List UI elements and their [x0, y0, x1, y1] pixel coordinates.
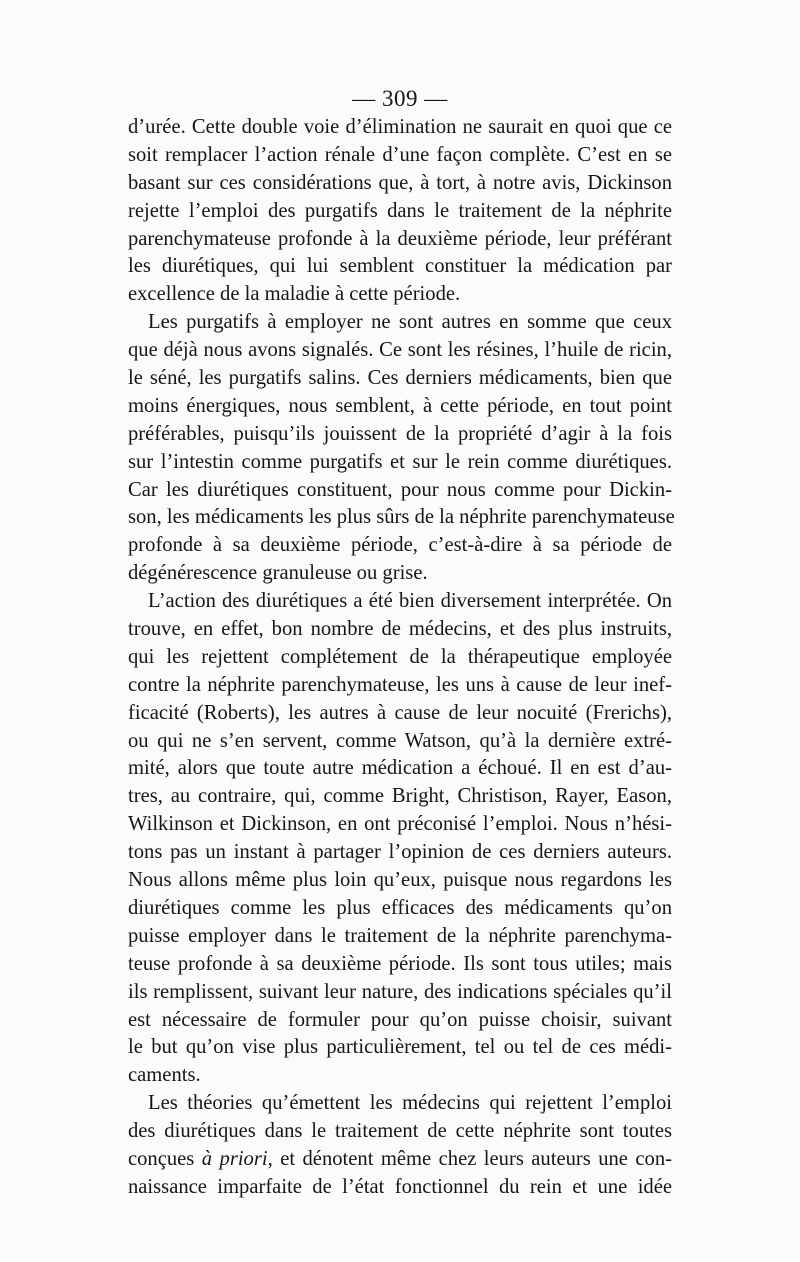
- text-line: le séné, les purgatifs salins. Ces derniers médicaments, bien que: [128, 367, 672, 390]
- text-line: son, les médicaments les plus sûrs de la néphrite parenchymateuse: [128, 506, 675, 529]
- text-line: est nécessaire de formuler pour qu’on puisse choisir, suivant: [128, 1008, 672, 1031]
- text-line: les diurétiques, qui lui semblent constituer la médication par: [128, 255, 672, 278]
- text-line: tres, au contraire, qui, comme Bright, Christison, Rayer, Eason,: [128, 785, 672, 808]
- text-line: ils remplissent, suivant leur nature, des indications spéciales qu’il: [128, 980, 672, 1003]
- text-line: soit remplacer l’action rénale d’une façon complète. C’est en se: [128, 143, 672, 166]
- text-line: profonde à sa deuxième période, c’est-à-dire à sa période de: [128, 534, 672, 557]
- text-line: puisse employer dans le traitement de la néphrite parenchyma-: [128, 924, 672, 947]
- text-line: ficacité (Roberts), les autres à cause de leur nocuité (Frerichs),: [128, 701, 672, 724]
- text-line: qui les rejettent complétement de la thérapeutique employée: [128, 645, 672, 668]
- text-line: Les purgatifs à employer ne sont autres en somme que ceux: [148, 311, 672, 334]
- paragraph: [128, 309, 675, 588]
- text-line: teuse profonde à sa deuxième période. Ils sont tous utiles; mais: [128, 952, 672, 975]
- paragraph: [128, 588, 672, 1090]
- text-line: rejette l’emploi des purgatifs dans le traitement de la néphrite: [128, 199, 672, 222]
- text-line: L’action des diurétiques a été bien diversement interprétée. On: [148, 590, 672, 613]
- text-line: ou qui ne s’en servent, comme Watson, qu’à la dernière extré-: [128, 729, 672, 752]
- text-line: que déjà nous avons signalés. Ce sont les résines, l’huile de ricin,: [128, 339, 672, 362]
- text-line: tons pas un instant à partager l’opinion de ces derniers auteurs.: [128, 841, 672, 864]
- text-line: Car les diurétiques constituent, pour nous comme pour Dickin-: [128, 478, 672, 501]
- page-number: — 309 —: [352, 86, 448, 111]
- text-line: Nous allons même plus loin qu’eux, puisque nous regardons les: [128, 869, 672, 892]
- text-line: parenchymateuse profonde à la deuxième période, leur préférant: [128, 227, 672, 250]
- text-line: moins énergiques, nous semblent, à cette période, en tout point: [128, 394, 672, 417]
- text-line: d’urée. Cette double voie d’élimination ne saurait en quoi que ce: [128, 116, 672, 138]
- body-text: [128, 114, 675, 1202]
- text-line: caments.: [128, 1064, 201, 1087]
- text-line: Les théories qu’émettent les médecins qui rejettent l’emploi: [148, 1092, 672, 1115]
- paragraph: [128, 1090, 672, 1202]
- text-line: sur l’intestin comme purgatifs et sur le rein comme diurétiques.: [128, 450, 672, 473]
- text-line: Wilkinson et Dickinson, en ont préconisé l’emploi. Nous n’hési-: [128, 813, 672, 836]
- text-line: mité, alors que toute autre médication a échoué. Il en est d’au-: [128, 757, 672, 780]
- text-line: diurétiques comme les plus efficaces des médicaments qu’on: [128, 896, 672, 919]
- text-line: contre la néphrite parenchymateuse, les uns à cause de leur inef-: [128, 673, 672, 696]
- text-line: excellence de la maladie à cette période.: [128, 283, 461, 306]
- paragraph: [128, 114, 672, 309]
- text-line: trouve, en effet, bon nombre de médecins, et des plus instruits,: [128, 618, 672, 641]
- text-line: dégénérescence granuleuse ou grise.: [128, 562, 428, 585]
- text-line: des diurétiques dans le traitement de cette néphrite sont toutes: [128, 1120, 672, 1143]
- text-line: conçues à priori, et dénotent même chez leurs auteurs une con-: [128, 1147, 672, 1170]
- text-line: basant sur ces considérations que, à tort, à notre avis, Dickinson: [128, 171, 672, 194]
- text-line: préférables, puisqu’ils jouissent de la propriété d’agir à la fois: [128, 422, 672, 445]
- text-line: le but qu’on vise plus particulièrement, tel ou tel de ces médi-: [128, 1036, 672, 1059]
- text-line: naissance imparfaite de l’état fonctionnel du rein et une idée: [128, 1175, 672, 1198]
